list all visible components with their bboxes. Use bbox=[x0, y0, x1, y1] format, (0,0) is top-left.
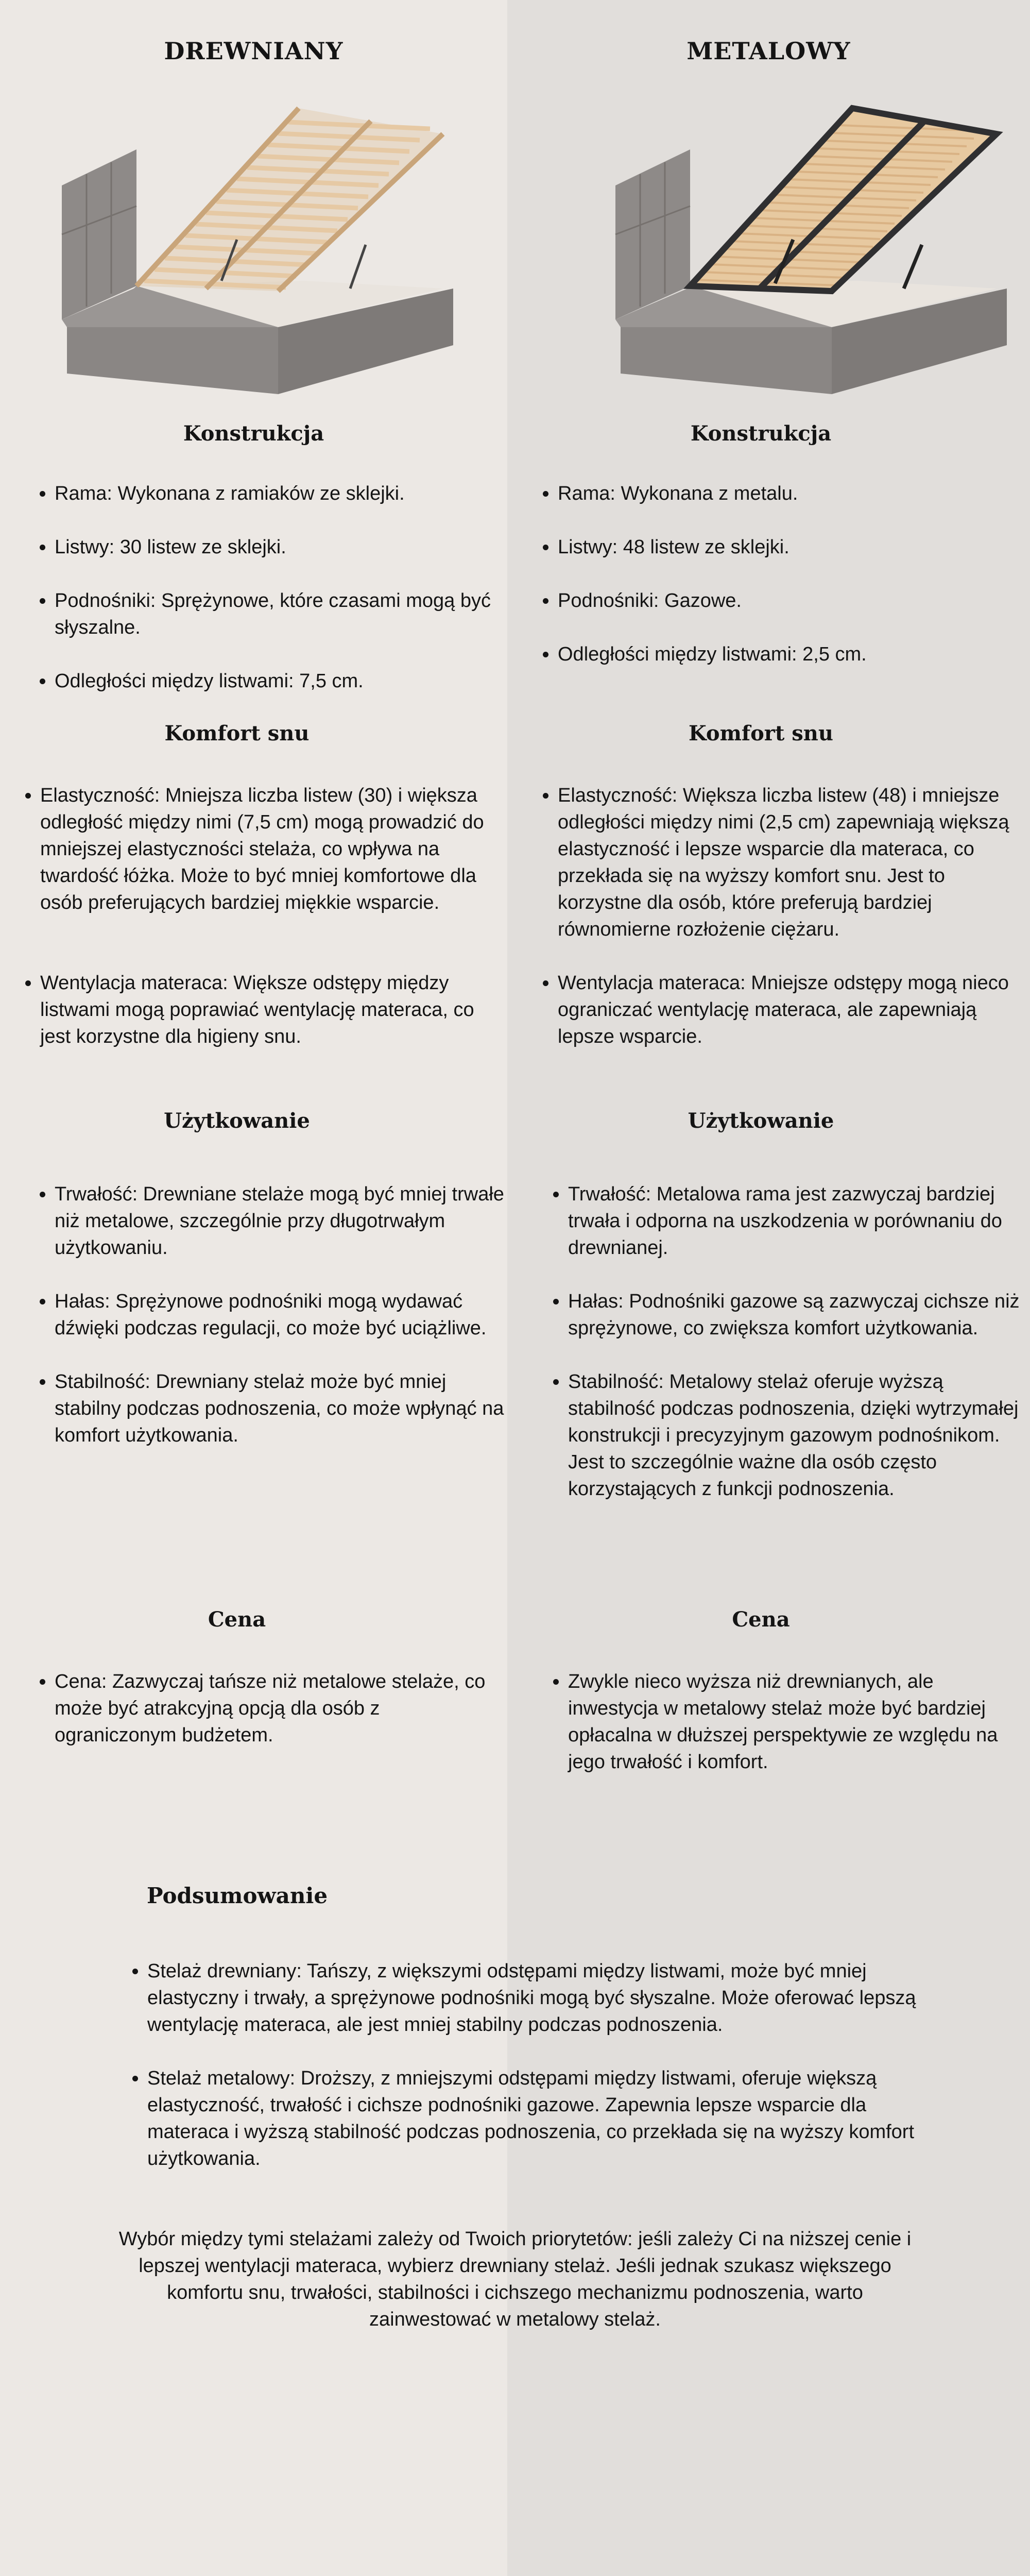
metal-price-list bbox=[554, 1668, 1021, 1775]
wooden-comfort-list bbox=[26, 782, 504, 1050]
list-item: • Listwy: 30 listew ze sklejki. bbox=[55, 534, 503, 561]
list-item: • Stabilność: Metalowy stelaż oferuje wyższą stabilność podczas podnoszenia, dzięki wytrzymałej konstrukcji i precyzyjnym gazowym podnośnikom. Jest to szczególnie ważne dla osób często korzystających z funkcji podnoszenia. bbox=[568, 1368, 1030, 1502]
metal-construction-list bbox=[543, 480, 1011, 668]
metal-usage-title: Użytkowanie bbox=[688, 1109, 834, 1133]
wooden-usage-list bbox=[40, 1181, 508, 1449]
list-item: • Wentylacja materaca: Mniejsze odstępy mogą nieco ograniczać wentylację materaca, ale zapewniają lepsze wsparcie. bbox=[558, 970, 1021, 1050]
list-item: • Wentylacja materaca: Większe odstępy między listwami mogą poprawiać wentylację materaca, co jest korzystne dla higieny snu. bbox=[40, 970, 504, 1050]
list-item: • Trwałość: Metalowa rama jest zazwyczaj bardziej trwała i odporna na uszkodzenia w porównaniu do drewnianej. bbox=[568, 1181, 1030, 1261]
summary-conclusion: Wybór między tymi stelażami zależy od Twoich priorytetów: jeśli zależy Ci na niższej cenie i lepszej wentylacji materaca, wybierz drewniany stelaż. Jeśli jednak szukasz większego komfortu snu, trwałości, stabilności i cichszego mechanizmu podnoszenia, warto zainwestować w metalowy stelaż. bbox=[118, 2228, 912, 2330]
wooden-column-title: DREWNIANY bbox=[164, 37, 344, 65]
list-item: • Elastyczność: Mniejsza liczba listew (30) i większa odległość między nimi (7,5 cm) mogą prowadzić do mniejszej elastyczności stelaża, co wpływa na twardość łóżka. Może to być mniej komfortowe dla osób preferujących bardziej miękkie wsparcie. bbox=[40, 782, 504, 916]
metal-usage-list bbox=[554, 1181, 1030, 1502]
list-item: • Hałas: Podnośniki gazowe są zazwyczaj cichsze niż sprężynowe, co zwiększa komfort użytkowania. bbox=[568, 1288, 1030, 1342]
wooden-construction-list bbox=[40, 480, 503, 694]
wooden-price-title: Cena bbox=[208, 1607, 266, 1632]
wooden-comfort-title: Komfort snu bbox=[164, 721, 310, 745]
list-item: • Zwykle nieco wyższa niż drewnianych, ale inwestycja w metalowy stelaż może być bardziej opłacalna w dłuższej perspektywie ze względu na jego trwałość i komfort. bbox=[568, 1668, 1021, 1775]
metal-comfort-list bbox=[543, 782, 1021, 1050]
wooden-price-list bbox=[40, 1668, 497, 1749]
wooden-usage-title: Użytkowanie bbox=[164, 1109, 310, 1133]
list-item: • Podnośniki: Sprężynowe, które czasami mogą być słyszalne. bbox=[55, 587, 503, 641]
wooden-bed-icon bbox=[52, 85, 464, 394]
summary-list bbox=[133, 1958, 935, 2199]
metal-bed-icon bbox=[605, 85, 1017, 394]
list-item: • Odległości między listwami: 2,5 cm. bbox=[558, 641, 1011, 668]
list-item: • Stabilność: Drewniany stelaż może być mniej stabilny podczas podnoszenia, co może wpłynąć na komfort użytkowania. bbox=[55, 1368, 508, 1449]
metal-construction-title: Konstrukcja bbox=[690, 421, 832, 446]
list-item: • Odległości między listwami: 7,5 cm. bbox=[55, 668, 503, 694]
list-item: • Stelaż metalowy: Droższy, z mniejszymi odstępami między listwami, oferuje większą elastyczność, trwałość i cichsze podnośniki gazowe. Zapewnia lepsze wsparcie dla materaca i wyższą stabilność podczas podnoszenia, co przekłada się na wyższy komfort użytkowania. bbox=[147, 2065, 935, 2172]
metal-price-title: Cena bbox=[732, 1607, 790, 1632]
list-item: • Elastyczność: Większa liczba listew (48) i mniejsze odległości między nimi (2,5 cm) zapewniają większą elastyczność i lepsze wsparcie dla materaca, co przekłada się na wyższy komfort snu. Jest to korzystne dla osób, które preferują bardziej równomierne rozłożenie ciężaru. bbox=[558, 782, 1021, 943]
list-item: • Stelaż drewniany: Tańszy, z większymi odstępami między listwami, może być mniej elastyczny i trwały, a sprężynowe podnośniki mogą być słyszalne. Może oferować lepszą wentylację materaca, ale jest mniej stabilny podczas podnoszenia. bbox=[147, 1958, 935, 2038]
list-item: • Cena: Zazwyczaj tańsze niż metalowe stelaże, co może być atrakcyjną opcją dla osób z ograniczonym budżetem. bbox=[55, 1668, 497, 1749]
list-item: • Rama: Wykonana z ramiaków ze sklejki. bbox=[55, 480, 503, 507]
list-item: • Hałas: Sprężynowe podnośniki mogą wydawać dźwięki podczas regulacji, co może być uciążliwe. bbox=[55, 1288, 508, 1342]
list-item: • Listwy: 48 listew ze sklejki. bbox=[558, 534, 1011, 561]
list-item: • Podnośniki: Gazowe. bbox=[558, 587, 1011, 614]
wooden-construction-title: Konstrukcja bbox=[183, 421, 324, 446]
metal-column-title: METALOWY bbox=[686, 37, 851, 65]
list-item: • Trwałość: Drewniane stelaże mogą być mniej trwałe niż metalowe, szczególnie przy długotrwałym użytkowaniu. bbox=[55, 1181, 508, 1261]
summary-title: Podsumowanie bbox=[147, 1883, 328, 1908]
metal-comfort-title: Komfort snu bbox=[689, 721, 833, 745]
list-item: • Rama: Wykonana z metalu. bbox=[558, 480, 1011, 507]
